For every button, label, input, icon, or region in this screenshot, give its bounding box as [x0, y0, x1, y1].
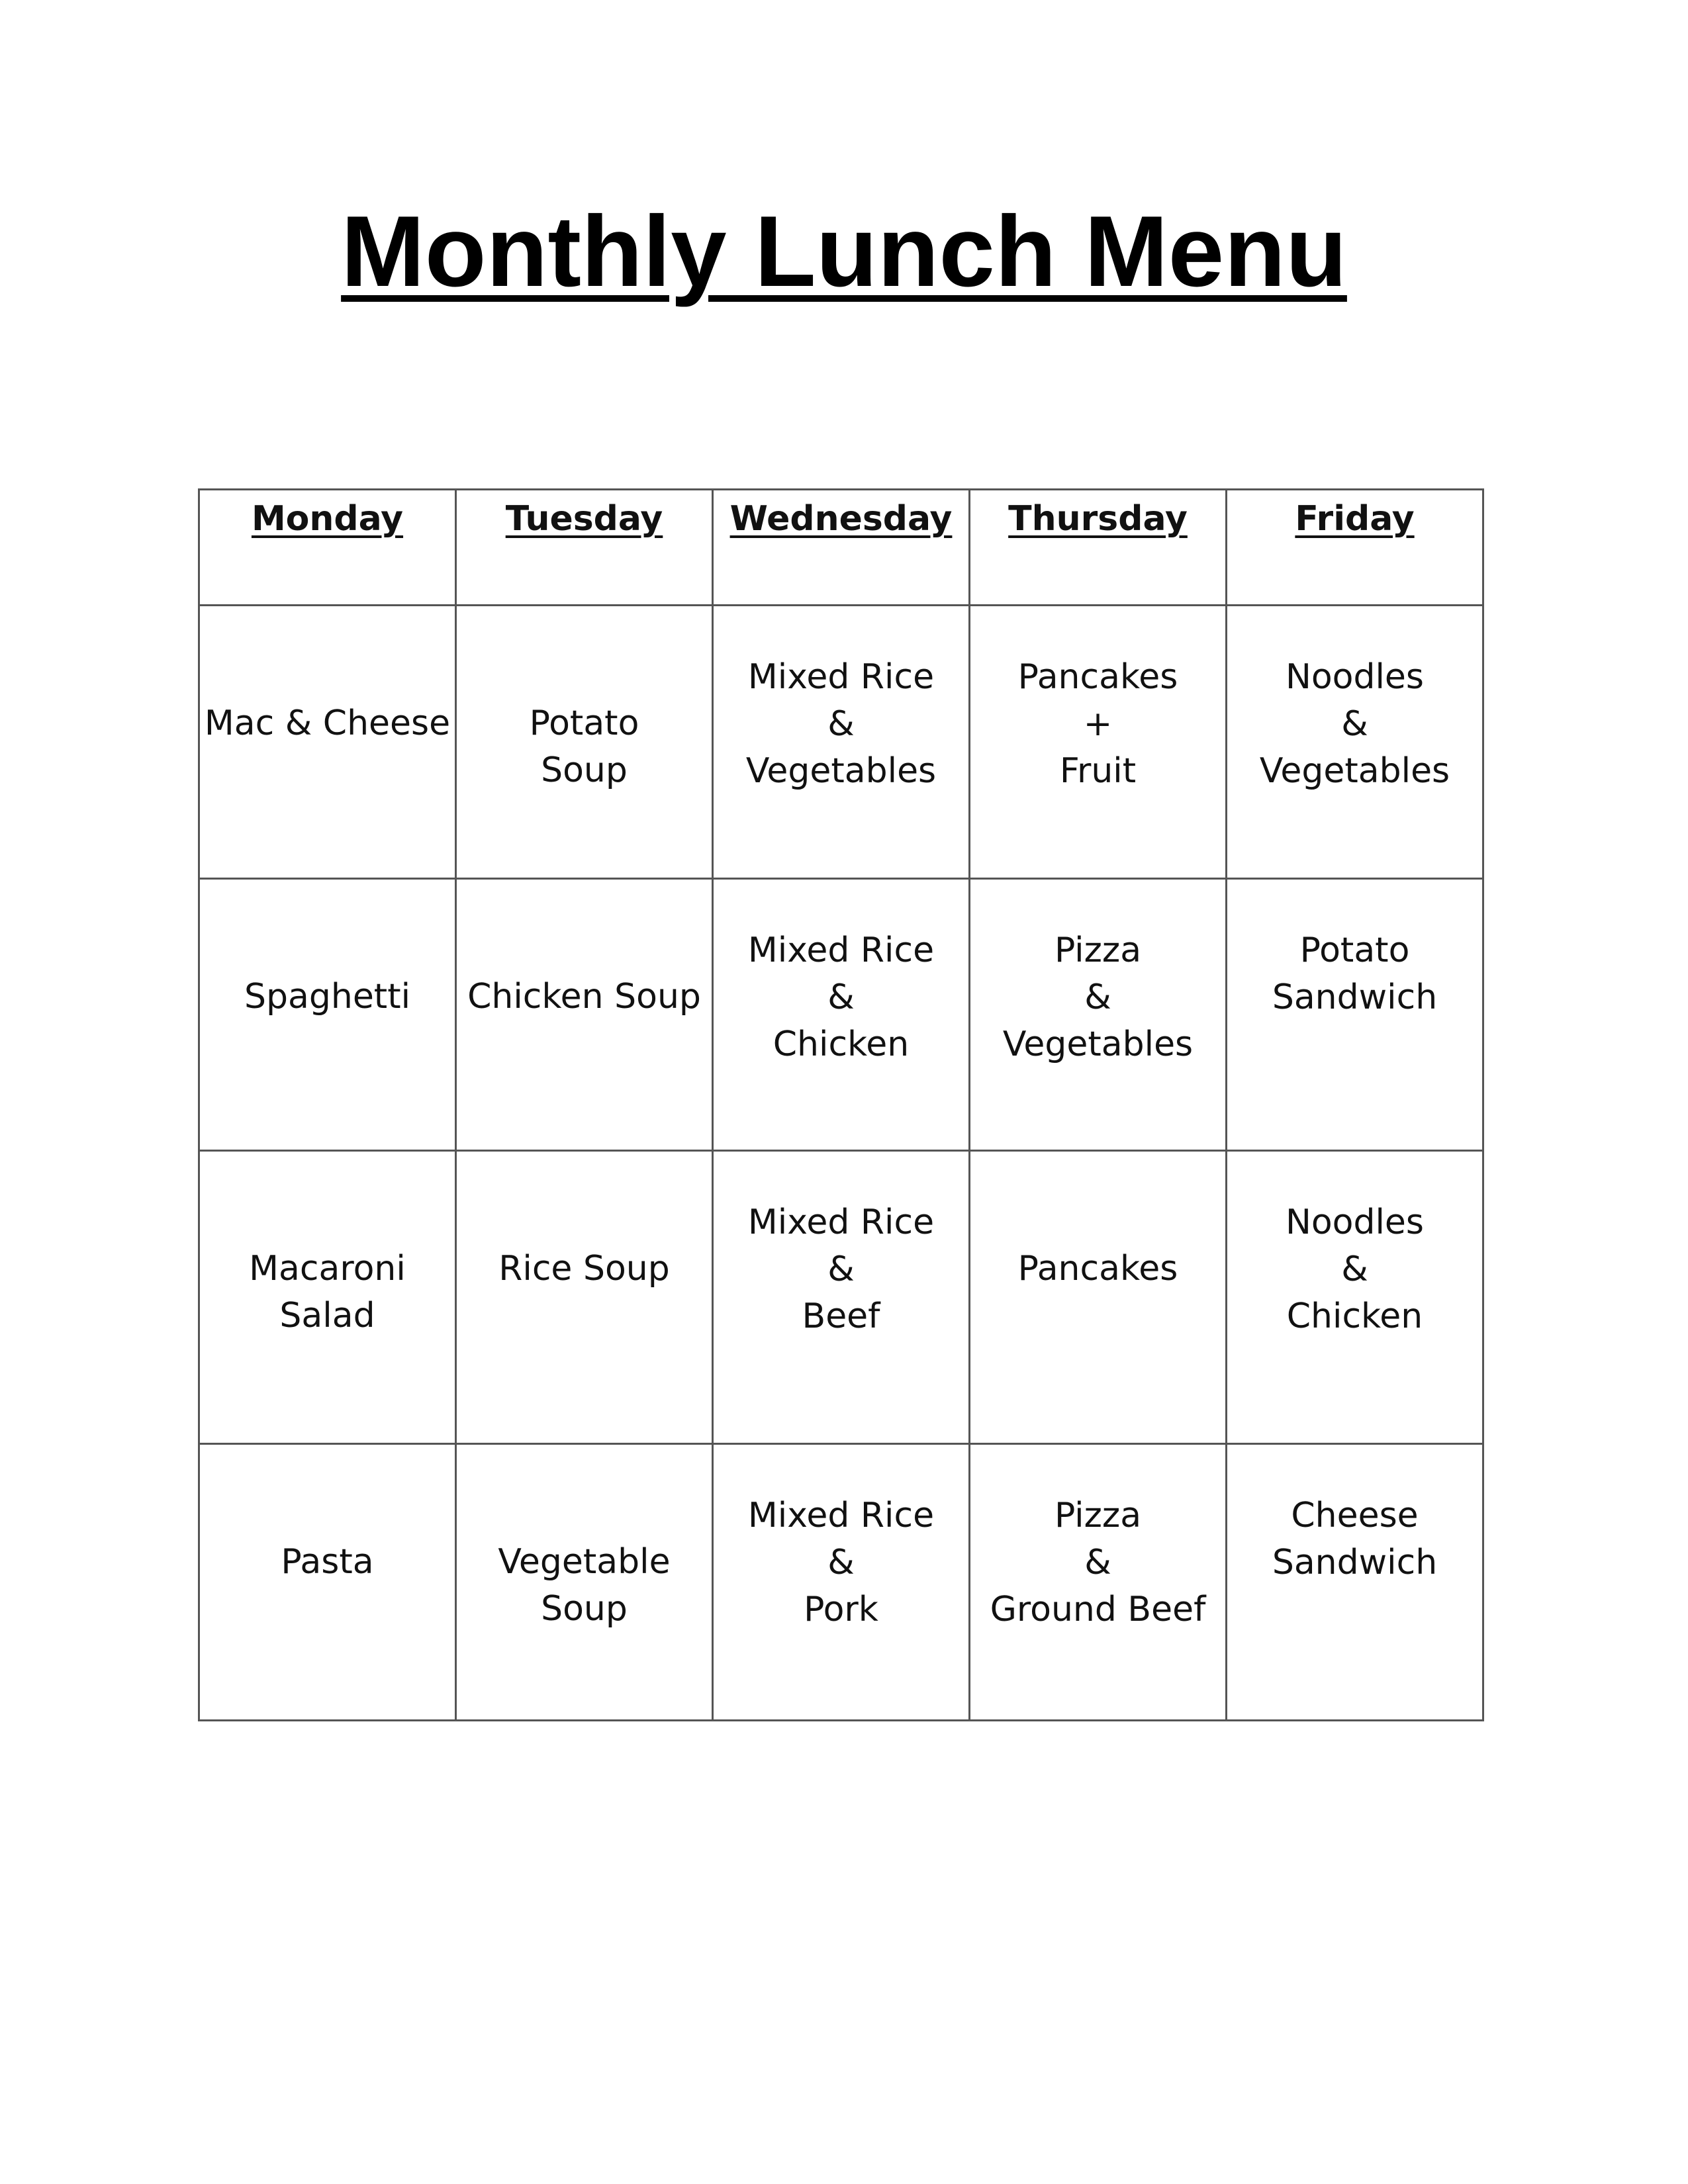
- week-row-2: [199, 879, 1483, 1151]
- week-row-4: [199, 1444, 1483, 1721]
- menu-item-line: Sandwich: [1272, 1543, 1438, 1582]
- menu-cell-week3-monday: [199, 1151, 456, 1444]
- menu-cell-week1-tuesday: [456, 606, 713, 879]
- menu-item-line: Fruit: [1059, 751, 1137, 791]
- day-label: Monday: [251, 499, 404, 539]
- menu-cell-week1-thursday: [970, 606, 1227, 879]
- day-label: Thursday: [1008, 499, 1188, 539]
- menu-item-line: Spaghetti: [244, 977, 411, 1017]
- menu-item-line: +: [1083, 704, 1113, 744]
- menu-item-line: Vegetable: [498, 1542, 671, 1582]
- menu-item-line: Salad: [279, 1296, 375, 1336]
- menu-cell-week4-tuesday: [456, 1444, 713, 1721]
- day-label: Friday: [1295, 499, 1415, 539]
- menu-item-line: Mixed Rice: [747, 931, 935, 970]
- menu-item-line: Mac & Cheese: [204, 704, 451, 743]
- menu-item-line: Soup: [541, 751, 628, 790]
- menu-cell-week3-tuesday: [456, 1151, 713, 1444]
- menu-item-line: Macaroni: [249, 1249, 406, 1289]
- menu-cell-week3-friday: [1227, 1151, 1483, 1444]
- week-row-1: [199, 606, 1483, 879]
- header-monday: [199, 490, 456, 606]
- menu-cell-week2-tuesday: [456, 879, 713, 1151]
- menu-item-line: Vegetables: [1259, 751, 1450, 791]
- page-title: [0, 185, 1688, 318]
- day-header-row: [199, 490, 1483, 606]
- menu-item-line: Soup: [541, 1589, 628, 1629]
- menu-cell-week2-thursday: [970, 879, 1227, 1151]
- menu-item-line: Chicken: [1286, 1297, 1423, 1336]
- menu-item-line: Mixed Rice: [747, 1496, 935, 1535]
- menu-item-line: Potato: [1299, 931, 1410, 970]
- menu-cell-week2-friday: [1227, 879, 1483, 1151]
- menu-cell-week1-monday: [199, 606, 456, 879]
- day-label: Tuesday: [505, 499, 663, 539]
- menu-item-line: &: [1084, 1543, 1111, 1582]
- menu-item-line: Beef: [802, 1297, 880, 1336]
- menu-item-line: Pancakes: [1017, 657, 1178, 697]
- menu-cell-week3-wednesday: [713, 1151, 970, 1444]
- menu-item-line: &: [1084, 978, 1111, 1017]
- menu-item-line: Vegetables: [1002, 1024, 1194, 1064]
- menu-item-line: &: [827, 1543, 855, 1582]
- lunch-menu-table: [198, 488, 1484, 1721]
- menu-item-line: &: [827, 978, 855, 1017]
- menu-item-line: &: [1341, 1250, 1368, 1289]
- menu-item-line: Noodles: [1285, 657, 1425, 697]
- menu-cell-week4-thursday: [970, 1444, 1227, 1721]
- week-row-3: [199, 1151, 1483, 1444]
- page-title-text: Monthly Lunch Menu: [341, 195, 1347, 308]
- menu-item-line: Noodles: [1285, 1203, 1425, 1242]
- menu-item-line: Potato: [529, 704, 639, 743]
- menu-cell-week2-monday: [199, 879, 456, 1151]
- menu-cell-week1-friday: [1227, 606, 1483, 879]
- menu-item-line: Chicken: [773, 1024, 910, 1064]
- menu-item-line: Pizza: [1054, 1496, 1142, 1535]
- menu-cell-week4-friday: [1227, 1444, 1483, 1721]
- header-thursday: [970, 490, 1227, 606]
- menu-cell-week2-wednesday: [713, 879, 970, 1151]
- menu-item-line: Vegetables: [745, 751, 937, 791]
- menu-item-line: Sandwich: [1272, 978, 1438, 1017]
- menu-item-line: Rice Soup: [498, 1249, 670, 1289]
- menu-item-line: Mixed Rice: [747, 1203, 935, 1242]
- menu-item-line: Chicken Soup: [467, 977, 701, 1017]
- header-tuesday: [456, 490, 713, 606]
- menu-item-line: Pasta: [281, 1542, 374, 1582]
- header-wednesday: [713, 490, 970, 606]
- menu-item-line: &: [827, 1250, 855, 1289]
- menu-item-line: Pizza: [1054, 931, 1142, 970]
- day-label: Wednesday: [729, 499, 953, 539]
- menu-item-line: Mixed Rice: [747, 657, 935, 697]
- menu-cell-week3-thursday: [970, 1151, 1227, 1444]
- header-friday: [1227, 490, 1483, 606]
- menu-cell-week4-wednesday: [713, 1444, 970, 1721]
- menu-item-line: Pork: [804, 1590, 878, 1629]
- menu-cell-week1-wednesday: [713, 606, 970, 879]
- menu-item-line: Pancakes: [1017, 1249, 1178, 1289]
- menu-item-line: Cheese: [1291, 1496, 1419, 1535]
- menu-item-line: &: [1341, 704, 1368, 744]
- menu-cell-week4-monday: [199, 1444, 456, 1721]
- menu-item-line: &: [827, 704, 855, 744]
- menu-item-line: Ground Beef: [990, 1590, 1206, 1629]
